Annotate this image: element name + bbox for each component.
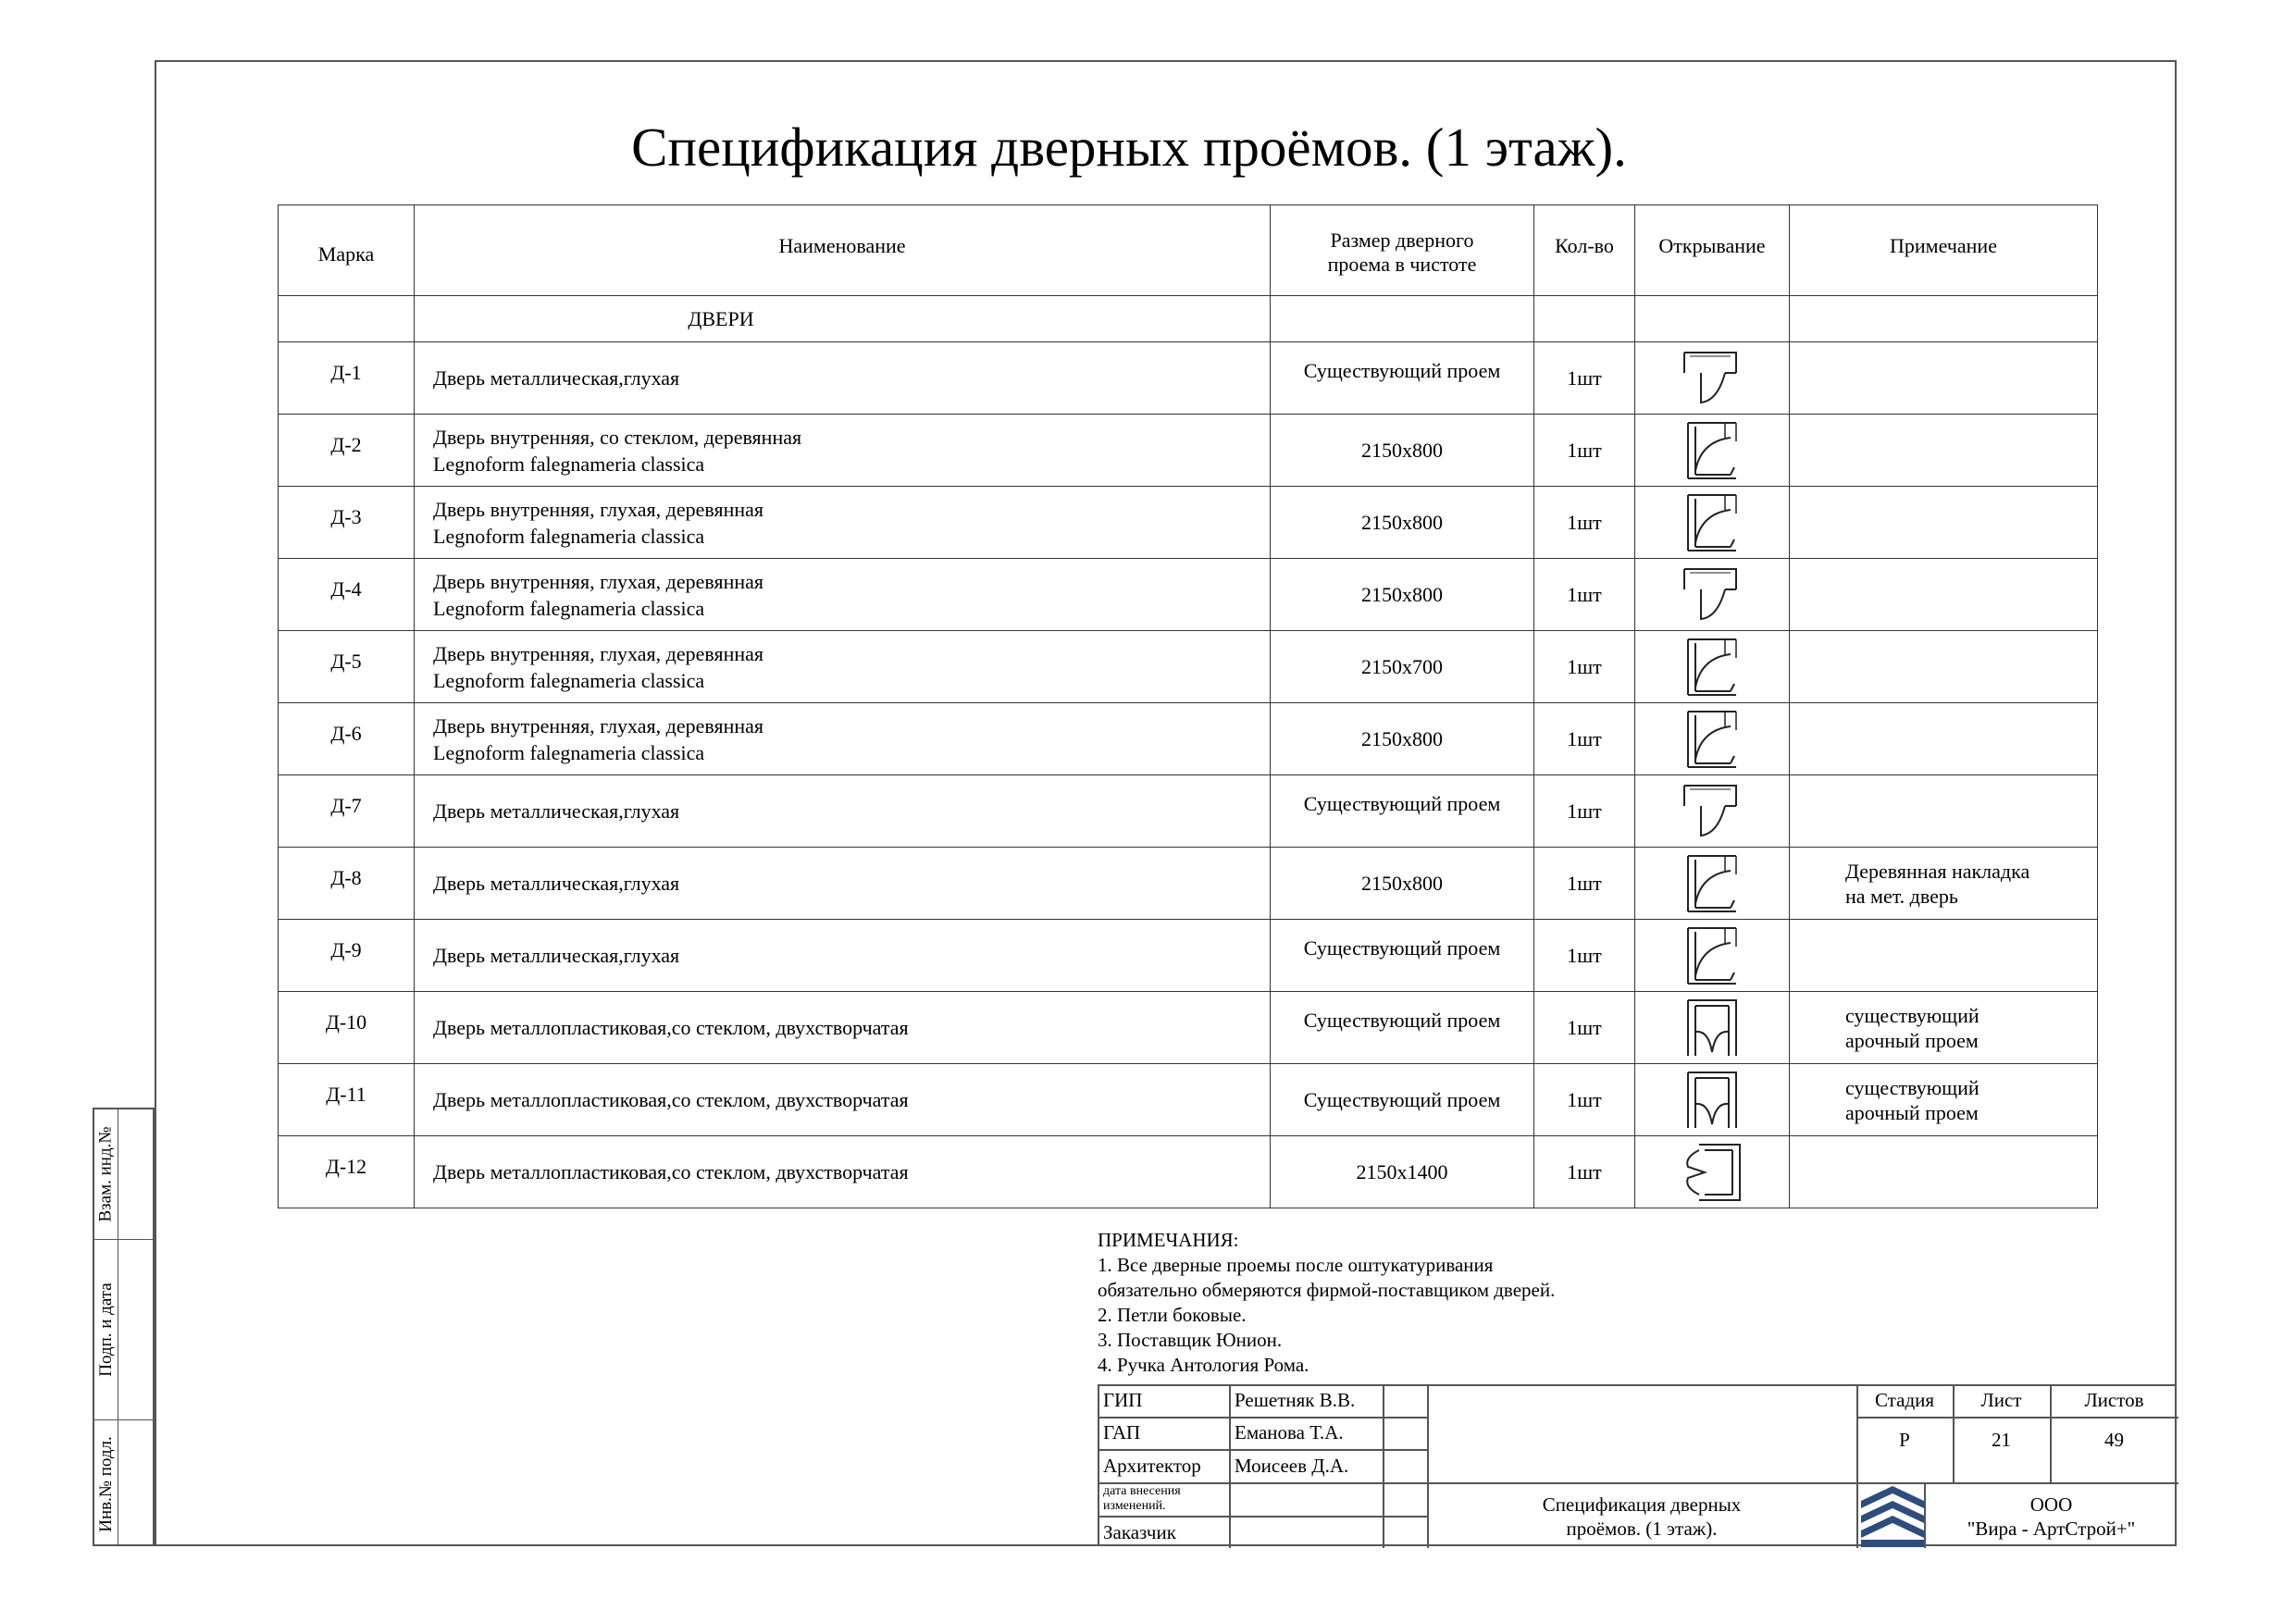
cell-name-line-2: Legnoform falegnameria classica — [433, 668, 705, 692]
cell-opening — [1635, 703, 1790, 775]
cell-opening — [1635, 342, 1790, 415]
cell-size: 2150x800 — [1271, 848, 1534, 920]
notes-heading: ПРИМЕЧАНИЯ: — [1098, 1229, 1239, 1251]
table-row — [279, 559, 2098, 631]
cell-mark: Д-3 — [279, 487, 415, 559]
cell-note — [1790, 487, 2098, 559]
cell-note — [1790, 559, 2098, 631]
cell-opening — [1635, 992, 1790, 1064]
cell-note — [1790, 631, 2098, 703]
cell-name-line-1: Дверь внутренняя, глухая, деревянная — [433, 497, 764, 521]
table-row — [279, 703, 2098, 775]
header-size — [1271, 205, 1534, 296]
cell-size: Существующий проем — [1271, 920, 1534, 992]
door-double-swing-icon — [1681, 995, 1744, 1061]
table-row — [279, 415, 2098, 487]
cell-opening — [1635, 920, 1790, 992]
cell-qty: 1шт — [1534, 1064, 1635, 1136]
cell-opening — [1635, 415, 1790, 487]
cell-mark: Д-10 — [279, 992, 415, 1064]
cell-mark: Д-5 — [279, 631, 415, 703]
cell-name — [415, 1064, 1271, 1136]
door-single-swing-inward-icon — [1681, 706, 1744, 773]
cell-note — [1790, 1136, 2098, 1208]
cell-name — [415, 992, 1271, 1064]
door-double-swing-icon — [1681, 1067, 1744, 1134]
role-gap: ГАП — [1103, 1421, 1141, 1443]
cell-mark: Д-11 — [279, 1064, 415, 1136]
header-size-line-2: проема в чистоте — [1327, 252, 1477, 276]
table-row — [279, 775, 2098, 848]
cell-name — [415, 920, 1271, 992]
cell-opening — [1635, 848, 1790, 920]
cell-mark: Д-8 — [279, 848, 415, 920]
cell-qty: 1шт — [1534, 559, 1635, 631]
cell-opening — [1635, 1064, 1790, 1136]
table-row — [279, 1064, 2098, 1136]
cell-size: Существующий проем — [1271, 1064, 1534, 1136]
notes-line: 4. Ручка Антология Рома. — [1098, 1354, 1309, 1376]
cell-name-line-2: Legnoform falegnameria classica — [433, 596, 705, 620]
table-row — [279, 1136, 2098, 1208]
cell-name — [415, 1136, 1271, 1208]
header-note: Примечание — [1790, 205, 2098, 296]
cell-note-line-2: на мет. дверь — [1845, 884, 1958, 908]
table-row — [279, 920, 2098, 992]
door-single-swing-outward-icon — [1681, 345, 1744, 412]
cell-note-line-2: арочный проем — [1845, 1100, 1979, 1124]
cell-name-line-2: Legnoform falegnameria classica — [433, 524, 705, 548]
cell-note — [1790, 342, 2098, 415]
cell-opening — [1635, 775, 1790, 848]
header-qty: Кол-во — [1534, 205, 1635, 296]
company-line-1: ООО — [2029, 1493, 2073, 1516]
doc-title-line-1: Спецификация дверных — [1542, 1493, 1742, 1516]
cell-name-line-1: Дверь металлопластиковая,со стеклом, двухстворчатая — [433, 1088, 909, 1111]
cell-name — [415, 559, 1271, 631]
person-architect: Моисеев Д.А. — [1235, 1455, 1349, 1477]
cell-size: 2150x800 — [1271, 487, 1534, 559]
cell-mark: Д-7 — [279, 775, 415, 848]
door-single-swing-outward-icon — [1681, 562, 1744, 628]
cell-name — [415, 703, 1271, 775]
cell-name-line-1: Дверь металлическая,глухая — [433, 366, 680, 390]
cell-name-line-1: Дверь металлическая,глухая — [433, 944, 680, 967]
cell-size: Существующий проем — [1271, 992, 1534, 1064]
cell-size: 2150x800 — [1271, 703, 1534, 775]
left-margin-stamp — [93, 1108, 155, 1546]
cell-name-line-1: Дверь металлическая,глухая — [433, 799, 680, 823]
sidebar-label: Взам. инд.№ — [95, 1126, 116, 1222]
cell-name-line-1: Дверь металлопластиковая,со стеклом, двухстворчатая — [433, 1160, 909, 1183]
cell-qty: 1шт — [1534, 631, 1635, 703]
cell-size: Существующий проем — [1271, 342, 1534, 415]
cell-qty: 1шт — [1534, 342, 1635, 415]
cell-name-line-1: Дверь металлопластиковая,со стеклом, двухстворчатая — [433, 1016, 909, 1039]
table-row — [279, 992, 2098, 1064]
cell-mark: Д-2 — [279, 415, 415, 487]
cell-note-line-1: существующий — [1845, 1075, 1980, 1099]
cell-name-line-1: Дверь внутренняя, со стеклом, деревянная — [433, 425, 802, 449]
cell-name-line-1: Дверь внутренняя, глухая, деревянная — [433, 569, 764, 593]
cell-size: 2150x800 — [1271, 559, 1534, 631]
sidebar-label: Подп. и дата — [95, 1282, 116, 1377]
cell-qty: 1шт — [1534, 920, 1635, 992]
page-title: Спецификация дверных проёмов. (1 этаж). — [631, 117, 1627, 178]
header-mark: Марка — [279, 205, 415, 296]
cell-qty: 1шт — [1534, 487, 1635, 559]
notes-line: обязательно обмеряются фирмой-поставщиком дверей. — [1098, 1279, 1556, 1301]
table-header-row — [279, 205, 2098, 296]
cell-note-line-1: Деревянная накладка — [1845, 859, 2030, 883]
sheet-value: 21 — [1992, 1429, 2011, 1451]
section-label: ДВЕРИ — [415, 296, 1271, 342]
cell-size: Существующий проем — [1271, 775, 1534, 848]
cell-name — [415, 631, 1271, 703]
role-architect: Архитектор — [1103, 1455, 1201, 1477]
cell-name — [415, 848, 1271, 920]
role-gip: ГИП — [1103, 1389, 1143, 1411]
cell-opening — [1635, 487, 1790, 559]
table-row — [279, 848, 2098, 920]
table-row — [279, 342, 2098, 415]
cell-size: 2150x800 — [1271, 415, 1534, 487]
cell-qty: 1шт — [1534, 1136, 1635, 1208]
door-single-swing-outward-icon — [1681, 778, 1744, 845]
sheet-label: Лист — [1980, 1389, 2022, 1411]
cell-opening — [1635, 631, 1790, 703]
cell-note-line-1: существующий — [1845, 1003, 1980, 1027]
door-single-swing-inward-icon — [1681, 634, 1744, 700]
cell-qty: 1шт — [1534, 992, 1635, 1064]
cell-size: 2150x1400 — [1271, 1136, 1534, 1208]
cell-note — [1790, 775, 2098, 848]
cell-name-line-2: Legnoform falegnameria classica — [433, 740, 705, 764]
sheets-value: 49 — [2104, 1429, 2124, 1451]
cell-qty: 1шт — [1534, 703, 1635, 775]
doc-title-line-2: проёмов. (1 этаж). — [1566, 1518, 1718, 1540]
cell-note — [1790, 992, 2098, 1064]
cell-qty: 1шт — [1534, 848, 1635, 920]
cell-mark: Д-6 — [279, 703, 415, 775]
cell-opening — [1635, 559, 1790, 631]
cell-name — [415, 487, 1271, 559]
sheets-label: Листов — [2084, 1389, 2144, 1411]
door-single-swing-inward-icon — [1681, 850, 1744, 917]
header-size-line-1: Размер дверного — [1330, 228, 1474, 252]
person-gip: Решетняк В.В. — [1235, 1389, 1356, 1411]
door-single-swing-inward-icon — [1681, 923, 1744, 989]
sidebar-label: Инв.№ подл. — [95, 1435, 116, 1532]
role-customer: Заказчик — [1103, 1521, 1176, 1543]
cell-qty: 1шт — [1534, 415, 1635, 487]
header-opening: Открывание — [1635, 205, 1790, 296]
company-line-2: "Вира - АртСтрой+" — [1967, 1518, 2136, 1540]
notes-line: 1. Все дверные проемы после оштукатуривания — [1098, 1254, 1494, 1276]
cell-name — [415, 342, 1271, 415]
cell-name-line-2: Legnoform falegnameria classica — [433, 452, 705, 476]
cell-note — [1790, 415, 2098, 487]
cell-mark: Д-9 — [279, 920, 415, 992]
door-single-swing-inward-icon — [1681, 417, 1744, 484]
cell-mark: Д-4 — [279, 559, 415, 631]
stage-value: Р — [1899, 1429, 1910, 1451]
notes-line: 2. Петли боковые. — [1098, 1304, 1247, 1326]
cell-name — [415, 415, 1271, 487]
cell-mark: Д-1 — [279, 342, 415, 415]
role-change-date: дата внесения изменений. — [1103, 1484, 1181, 1513]
cell-size: 2150x700 — [1271, 631, 1534, 703]
company-logo-icon — [1861, 1484, 1924, 1553]
person-gap: Еманова Т.А. — [1235, 1421, 1344, 1443]
section-row — [279, 296, 2098, 342]
notes-line: 3. Поставщик Юнион. — [1098, 1329, 1283, 1351]
door-double-swing-outward-icon — [1681, 1139, 1744, 1206]
cell-note-line-2: арочный проем — [1845, 1028, 1979, 1052]
door-spec-table — [278, 204, 2098, 1208]
cell-name-line-1: Дверь металлическая,глухая — [433, 872, 680, 895]
notes-block — [1098, 1228, 1555, 1378]
cell-qty: 1шт — [1534, 775, 1635, 848]
cell-name — [415, 775, 1271, 848]
stage-label: Стадия — [1874, 1389, 1935, 1411]
cell-name-line-1: Дверь внутренняя, глухая, деревянная — [433, 713, 764, 737]
cell-note — [1790, 848, 2098, 920]
cell-note — [1790, 703, 2098, 775]
header-name: Наименование — [415, 205, 1271, 296]
cell-opening — [1635, 1136, 1790, 1208]
table-row — [279, 487, 2098, 559]
title-block — [1098, 1384, 2177, 1546]
cell-name-line-1: Дверь внутренняя, глухая, деревянная — [433, 641, 764, 665]
cell-note — [1790, 1064, 2098, 1136]
cell-note — [1790, 920, 2098, 992]
table-row — [279, 631, 2098, 703]
door-single-swing-inward-icon — [1681, 489, 1744, 556]
cell-mark: Д-12 — [279, 1136, 415, 1208]
